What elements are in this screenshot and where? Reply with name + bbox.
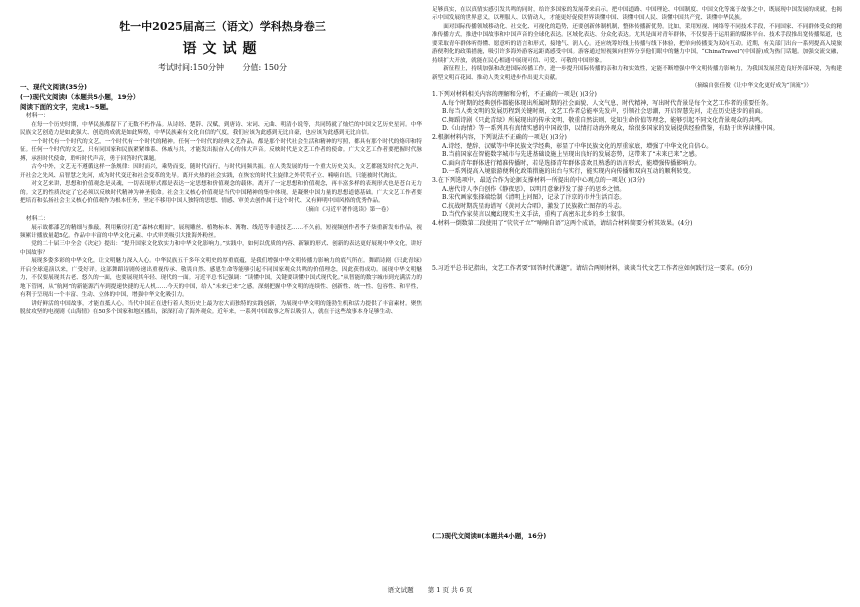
question-3: 3.在下列选项中，最适合作为论据支撑材料一所提出的中心观点的一项是( )(3分) <box>432 177 645 185</box>
option: A.唐代诗人李白创作《静夜思》，以明月意象抒发了游子的思乡之情。 <box>442 185 626 193</box>
page-footer <box>0 585 860 594</box>
paragraph: 对文艺来讲，思想和价值观念是灵魂，一切表现形式都是表达一定思想和价值观念的载体。离开了一定思想和价值观念，再丰富多样的表现形式也是苍白无力的。文艺的性质决定了它必须以反映时代精神为神圣使命。社会主义核心价值观是当代中国精神的集中体现，是凝聚中国力量的思想道德基础。广大文艺工作者要把培育和弘扬社会主义核心价值观作为根本任务，坚定不移用中国人独特的思想、情感、审美去创作属于这个时代、又有鲜明中国风格的优秀作品。 <box>20 181 422 205</box>
left-body <box>20 82 422 317</box>
exam-info <box>20 62 425 73</box>
reading-instruction: 阅读下面的文字，完成1~5题。 <box>20 103 113 111</box>
option: C.抗战时期冼星海谱写《黄河大合唱》，激发了民族救亡图存的斗志。 <box>442 202 626 210</box>
option: B.当前国家在智能数字城市与先进基础设施上呈现出良好的发展态势，这带来了“未来已来”之感。 <box>442 151 701 159</box>
footer-label: 语文试题 <box>387 586 414 594</box>
paragraph: 新征程上，持续加强和改进国际传播工作，进一步提升国际传播的亲和力和实效性，定能不断增强中华文明传播力影响力，为我国发展营造良好外部环境，为构建新型文明百花园、推动人类文明进步作出更大贡献。 <box>432 66 842 81</box>
question-1: 1.下列对材料相关内容的理解和分析，不正确的一项是( )(3分) <box>432 91 597 99</box>
section-2-heading: (二)现代文阅读Ⅱ(本题共4小题，16分) <box>432 532 547 540</box>
option: C.面向青年群体进行精准传播时，若是选择青年群体喜欢且熟悉的语言形式，能增强传播影响力。 <box>442 159 701 167</box>
source-citation: （摘自《习近平著作选读》第一卷） <box>302 206 392 213</box>
material-label: 材料二： <box>25 215 49 222</box>
answer-space <box>432 229 842 265</box>
option: A.诗经、楚辞、汉赋等中华民族文学经典，彰显了中华民族文化的厚重家底，增强了中华文化自信心。 <box>442 142 713 150</box>
option: B.每当人类文明的发展历程到关键时刻，文艺工作者总能率先发声，引领社会思潮，开启智慧先河，走在历史进步的前面。 <box>442 108 767 116</box>
paragraph: 在每一个历史时期，中华民族都留下了无数不朽作品。从诗经、楚辞、汉赋，到唐诗、宋词、元曲、明清小说等，共同铸就了灿烂的中国文艺历史星河。中华民族文艺创造力是如此强大、创造的成就是如此辉煌，中华民族素有文化自信的气度，我们应该为此感到无比自豪，也应该为此感到无比自信。 <box>20 122 422 137</box>
option: A.每个时期的经典创作都能体现出所属时期的社会面貌、人文气息、时代精神，写出时代背景是每个文艺工作者的重要任务。 <box>442 99 773 107</box>
paragraph: 讲好鲜活的中国故事，才能直抵人心。当代中国正在进行着人类历史上最为宏大而独特的实践创新，为展现中华文明的蓬勃生机和活力提供了丰富素材。聚焦脱贫攻坚的电视剧《山海情》在50多个国家和地区播出，深深打动了海外观众。近年来，一系列中国故事之所以吸引人，就在于这些故事本身足够生动、 <box>20 300 422 316</box>
question-2: 2.根据材料内容，下列说法不正确的一项是( )(3分) <box>432 134 567 142</box>
paragraph: 面对国际传播领域移动化、社交化、可视化的趋势，还要创新体制机制，整体传播新优势。比如，采用短视、网络等不同技术手段，不同国家、不同群体受众的精准传播方式，推进中国故事和中国声音的全球化表达。区域化表达、分众化表达。尤其是面对青年群体，不仅要善于运用新的媒体平台、技术手段推出宽传播渠道，也要采取青年群体听得懂、愿意听的语言和形式，接地气、润人心。还应统筹好线上传播与线下体验，把单向传播变为双向互动。近期，有关部门出台一系列提高入境旅游便利化的政策措施，吸引许多海外游客远距离感受中国。游客通过短视频向世界分享他们眼中的魅力中国，“ChinaTravel”(中国游)成为热门话题。加强交流交融，持续扩大开放，就能在民心相通中展现可信、可爱、可敬的中国形象。 <box>432 23 842 64</box>
paragraph: 足够真实，在以真情实感引发共鸣的同时，给许多国家的发展带来启示。把中国道路、中国理论、中国制度、中国文化等寓于故事之中，既展现中国发展的成就，也揭示中国发展的世界意义，以理服人、以情动人，才能更好促使世界读懂中国、读懂中国人民、读懂中国共产党、读懂中华民族。 <box>432 7 842 22</box>
question-5: 5.习近平总书记指出，文艺工作者要“回答时代课题”。请结合两则材料，谈谈当代文艺工作者应如何践行这一要求。(6分) <box>432 264 753 272</box>
exam-score: 分值: 150分 <box>242 63 288 72</box>
option: B.宋代画家张择端绘制《清明上河图》，记录了汴京的市井生活百态。 <box>442 194 626 202</box>
subsection-heading: (一)现代文阅读Ⅰ（本题共5小题，19分） <box>20 93 140 101</box>
question-4: 4.材料一倒数第二段使用了“茕茕孑立”“喃喃自语”这两个成语，请结合材料简要分析其效果。(4分) <box>432 219 693 227</box>
option: C.舞蹈诗剧《只此青绿》所展现出的传承文明、敬重自然法则、觉知生命价值等理念，能够引起不同文化背景观众的共鸣。 <box>442 116 767 124</box>
paragraph: 展示故都漆艺的精细与推敲，利用紫房打造“森林衣帽间”，展现雕丝、植物标本、篝物、线范等非遗技艺……不久前，短视频创作者李子柒重新发布作品，视频累计播放量超5亿。作品中丰富的中华文化元素、中式审美吸引大批海外粉丝。 <box>20 224 422 239</box>
option: D.一系列提高入境旅游便利化政策措施的出台与实行，能实现内向传播和双向互动的顺利转变。 <box>442 168 695 176</box>
option: D.《山海情》等一系列具有真情实感的中国故事，以情打动海外观众，给很多国家的发展提供经验借鉴，有助于世界读懂中国。 <box>442 125 779 133</box>
exam-title: 牡一中2025届高三（语文）学科热身卷三 <box>119 20 326 33</box>
section-heading: 一、现代文阅读(35分) <box>20 83 87 91</box>
material-label: 材料一： <box>25 113 49 119</box>
paragraph: 展现多姿多彩的中华文化，让文明魅力深入人心。中华民族五千多年文明史的厚重底蕴，是我们增强中华文明传播力影响力的底气所在。舞蹈诗剧《只此青绿》开启全球巡演以来，广受好评。这部舞蹈诗剧传递出重视传承、敬畏自然、感恩生命等能够引起不同国家观众共鸣的价值理念，因此获得成功。展现中华文明魅力，不仅要展现其古老、悠久的一面，也要展现其年轻、现代的一面。习近平总书记强调：“读懂中国，关键要读懂中国式现代化。”从智能的数字城市到充满活力的地下管网，从“航网”的新能源汽车到提速快捷的无人机……今天的中国，给人“未来已来”之感。深刻把握中华文明的连续性、创新性、统一性、包容性、和平性，有利于呈现出一个丰富、生动、立体的中国，增强中华文化吸引力。 <box>20 258 422 299</box>
source-citation: （摘编自张佳俊《让中华文化更好成为“顶流”》） <box>691 83 812 90</box>
right-body <box>432 6 842 273</box>
paragraph: 古今中外，文艺无不遵循这样一条规律：因时而兴，乘势而变，随时代而行，与时代同频共振。在人类发展的每一个重大历史关头，文艺都能发时代之先声、开社会之先风、启智慧之先河，成为时代变迁和社会变革的先导。离开火热的社会实践，在恢宏的时代主旋律之外茕茕孑立、喃喃自语，只能被时代淘汰。 <box>20 164 422 179</box>
page-number: 第 1 页 共 6 页 <box>427 586 473 594</box>
paragraph: 党的二十届三中全会《决定》提出：“提升国家文化软实力和中华文化影响力。”实践中，如何以优质的内容、新颖的形式、创新的表达更好展现中华文化，讲好中国故事？ <box>20 241 422 256</box>
exam-time: 考试时间:150分钟 <box>157 63 224 72</box>
option: D.当代作家莫言以魔幻现实主义手法，重构了高密东北乡的乡土叙事。 <box>442 211 629 219</box>
subject-title: 语文试题 <box>182 41 263 57</box>
paragraph: 一个时代有一个时代的文艺，一个时代有一个时代的精神。任何一个时代的经典文艺作品，都是那个时代社会生活和精神的写照，都具有那个时代的烙印和特征。任何一个时代的文艺，只有同国家和民族紧紧维系、休戚与共，才能发出振奋人心的伟大声音。反映时代是文艺工作者的使命。广大文艺工作者要把握时代脉搏，承担时代使命，聆听时代声音，勇于回答时代课题。 <box>20 138 422 162</box>
